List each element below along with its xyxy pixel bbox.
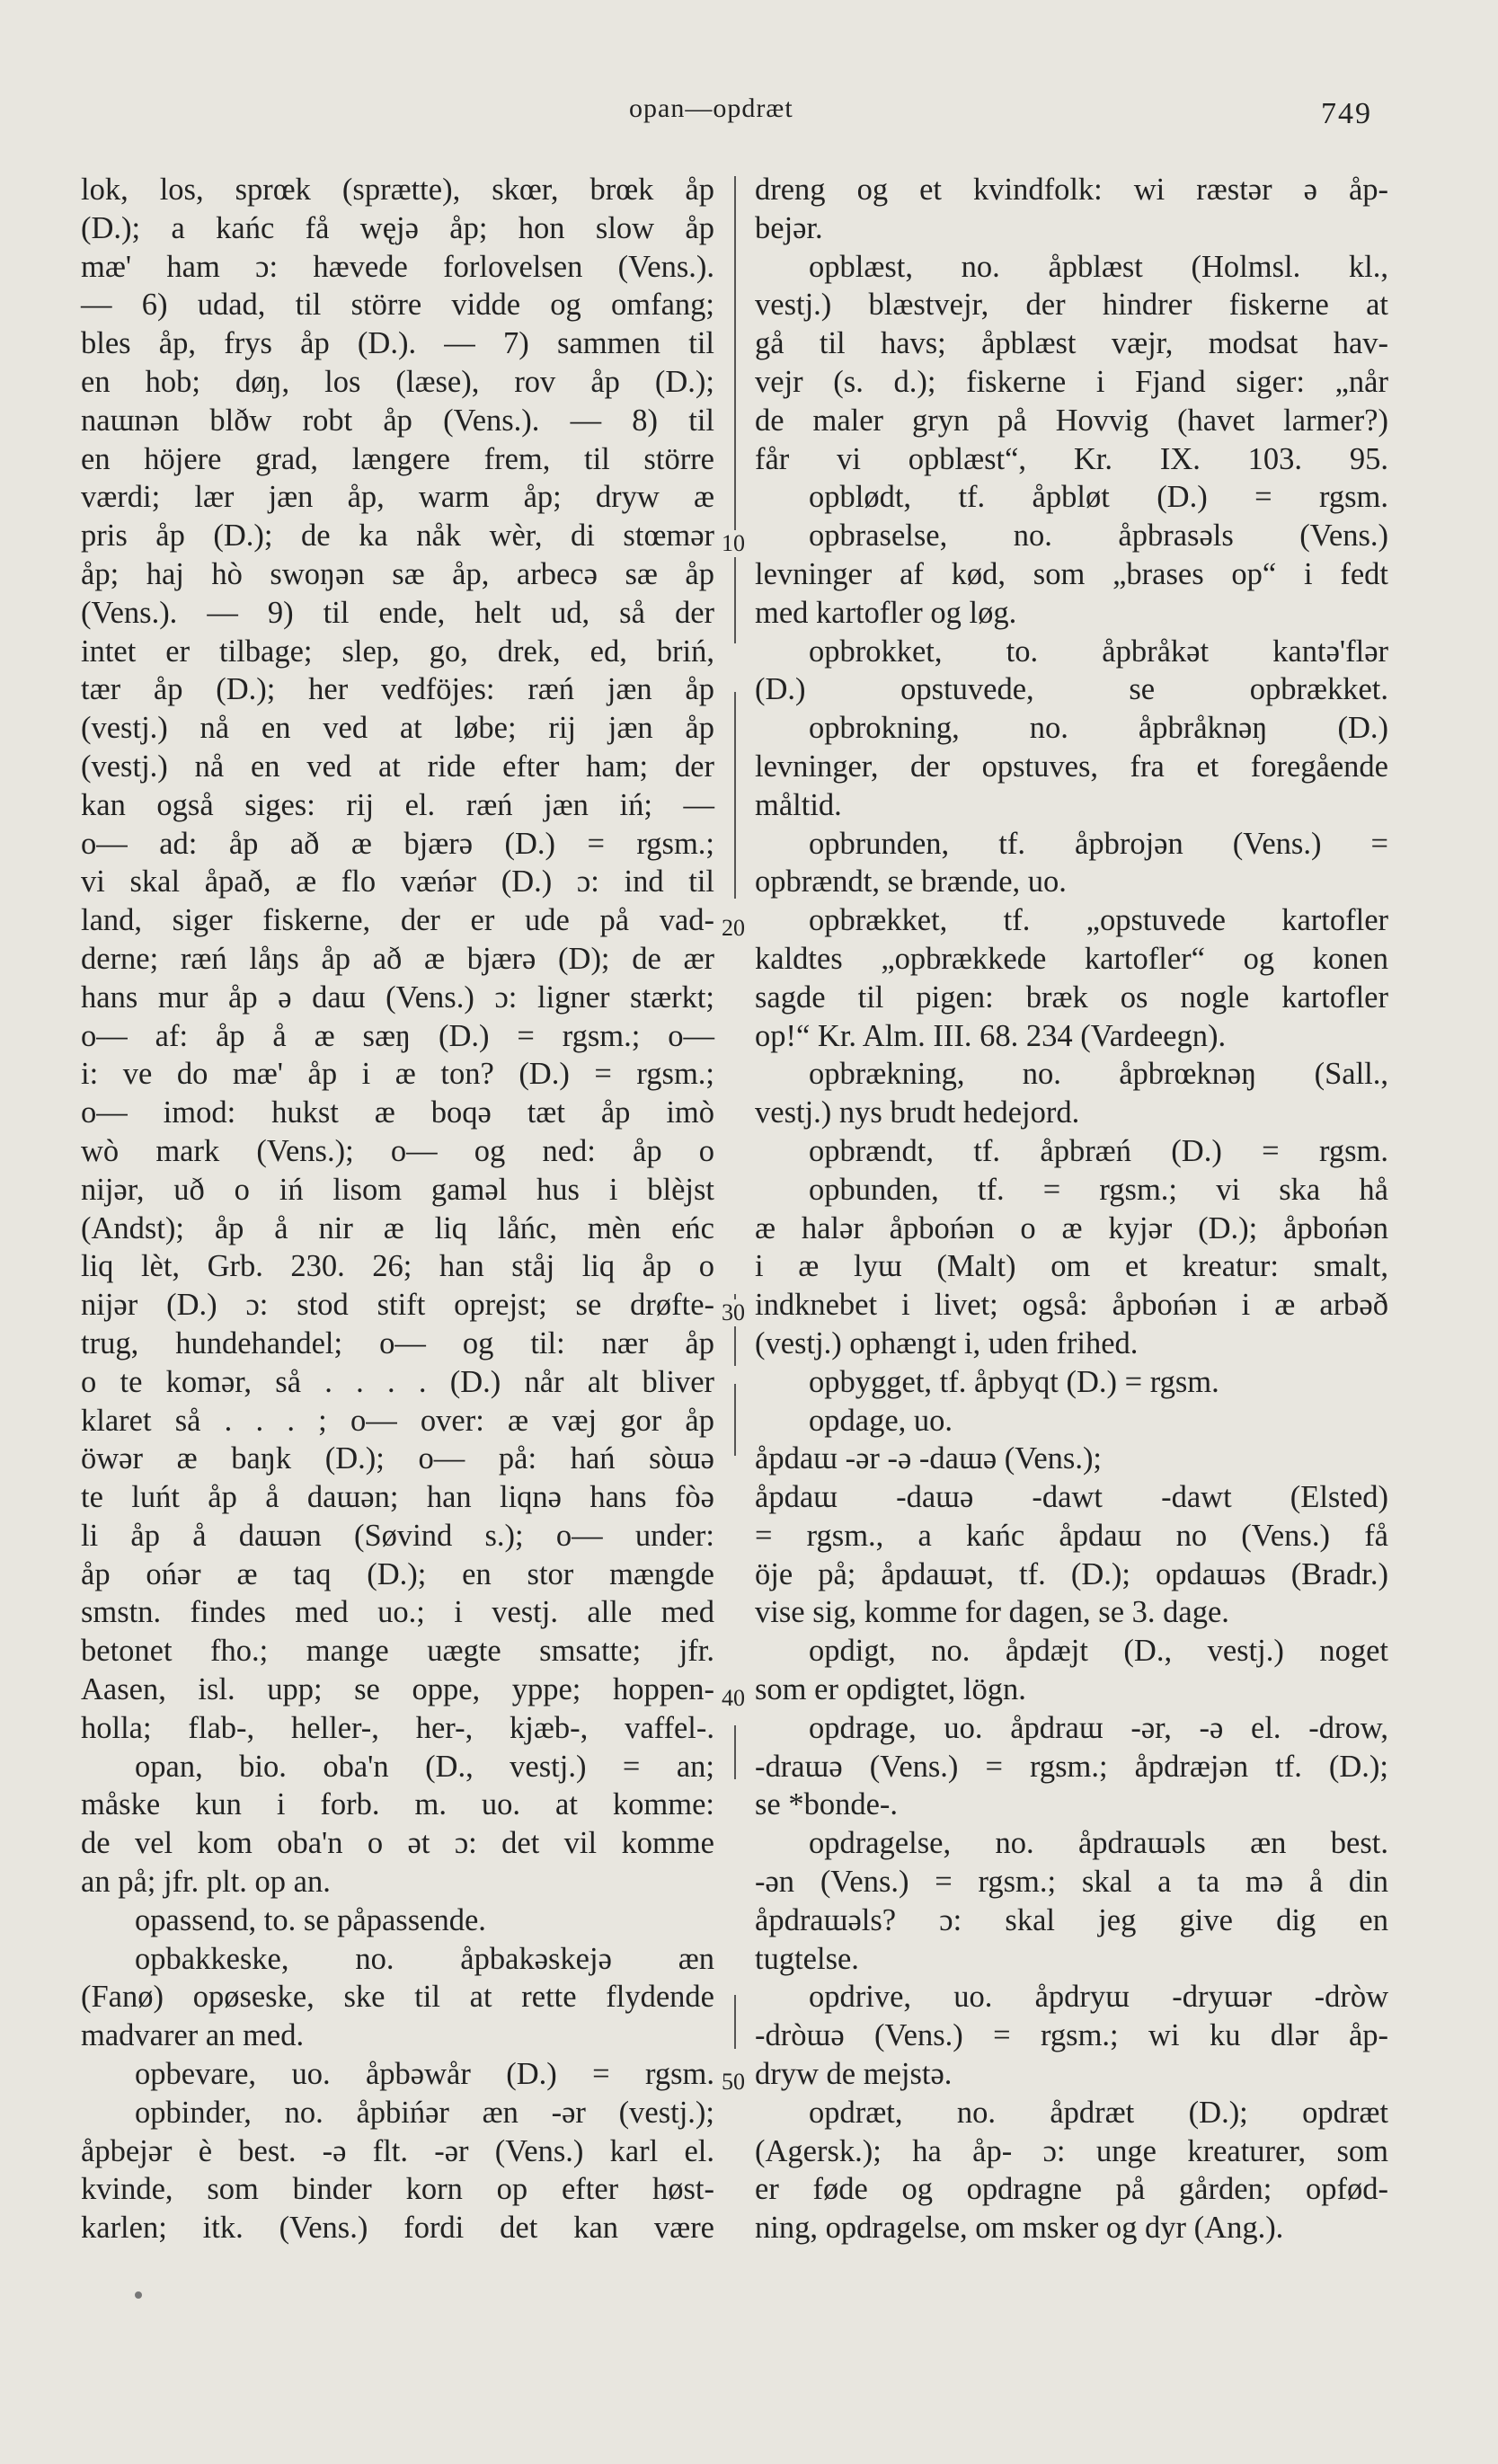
text-line: nijər (D.) ɔ: stod stift oprejst; se drøfte- [81, 1288, 714, 1323]
text-line: værdi; lær jæn åp, warm åp; dryw æ [81, 480, 714, 515]
text-line: op!“ Kr. Alm. III. 68. 234 (Vardeegn). [755, 1018, 1227, 1053]
text-line: -dròɯə (Vens.) = rgsm.; wi ku dlər åp- [755, 2018, 1388, 2053]
text-line: opbinder, no. åpbińər æn -ər (vestj.); [135, 2095, 714, 2130]
right-column [755, 171, 1388, 2247]
text-line: nijər, uð o iń lisom gaməl hus i blèjst [81, 1172, 714, 1207]
text-line: opbrændt, se brænde, uo. [755, 864, 1067, 900]
text-line: (Fanø) opøseske, ske til at rette flydende [81, 1980, 714, 2015]
text-line: madvarer an med. [81, 2018, 305, 2053]
text-line: opbraselse, no. åpbrasəls (Vens.) [809, 519, 1388, 554]
text-line: opbrækket, tf. „opstuvede kartofler [809, 903, 1388, 938]
text-line: med kartofler og løg. [755, 595, 1017, 630]
text-line: opdræt, no. åpdræt (D.); opdræt [809, 2095, 1388, 2130]
text-line: åp ońər æ taq (D.); en stor mængde [81, 1556, 714, 1591]
text-line: tær åp (D.); her vedföjes: ræń jæn åp [81, 672, 714, 707]
text-line: li åp å daɯən (Søvind s.); o— under: [81, 1518, 714, 1553]
text-line: sagde til pigen: bræk os nogle kartofler [755, 979, 1388, 1015]
text-line: opbygget, tf. åpbyqt (D.) = rgsm. [809, 1364, 1219, 1399]
line-number: 40 [719, 1685, 748, 1712]
text-line: (vestj.) nå en ved at løbe; rij jæn åp [81, 711, 714, 746]
ink-smudge [135, 2291, 142, 2299]
text-line: opdragelse, no. åpdraɯəls æn best. [809, 1826, 1388, 1861]
text-line: = rgsm., a kańc åpdaɯ no (Vens.) få [755, 1518, 1388, 1553]
text-line: öje på; åpdaɯət, tf. (D.); opdaɯəs (Bradr.) [755, 1556, 1388, 1591]
column-divider [734, 1384, 736, 1456]
text-line: kan også siges: rij el. ræń jæn iń; — [81, 787, 714, 822]
text-line: te luńt åp å daɯən; han liqnə hans fòə [81, 1480, 714, 1515]
line-number: 50 [719, 2069, 748, 2096]
text-line: mæ' ham ɔ: hævede forlovelsen (Vens.). [81, 249, 714, 284]
text-line: vestj.) nys brudt hedejord. [755, 1095, 1080, 1130]
text-line: liq lèt, Grb. 230. 26; han ståj liq åp o [81, 1249, 714, 1284]
text-line: tugtelse. [755, 1941, 859, 1976]
text-line: gå til havs; åpblæst væjr, modsat hav- [755, 326, 1388, 361]
text-line: de vel kom oba'n o ət ɔ: det vil komme [81, 1826, 714, 1861]
text-line: (D.) opstuvede, se opbrækket. [755, 672, 1388, 707]
text-line: opbrækning, no. åpbrœknəŋ (Sall., [809, 1057, 1388, 1092]
text-line: vise sig, komme for dagen, se 3. dage. [755, 1595, 1229, 1630]
text-line: opblæst, no. åpblæst (Holmsl. kl., [809, 249, 1388, 284]
text-line: an på; jfr. plt. op an. [81, 1865, 331, 1900]
text-line: levninger af kød, som „brases op“ i fedt [755, 556, 1388, 591]
text-line: opbrokket, to. åpbråkət kantə'flər [809, 634, 1388, 669]
text-line: (Andst); åp å nir æ liq låńc, mèn eńc [81, 1210, 714, 1245]
text-line: o— ad: åp að æ bjærə (D.) = rgsm.; [81, 826, 714, 861]
line-number: 20 [719, 915, 748, 942]
text-line: opbunden, tf. = rgsm.; vi ska hå [809, 1172, 1388, 1207]
text-line: kaldtes „opbrækkede kartofler“ og konen [755, 941, 1388, 976]
text-line: måske kun i forb. m. uo. at komme: [81, 1787, 714, 1822]
text-line: wò mark (Vens.); o— og ned: åp o [81, 1133, 714, 1168]
text-line: öwər æ baŋk (D.); o— på: hań sòɯə [81, 1441, 714, 1476]
line-number: 10 [719, 530, 748, 557]
text-line: (Vens.). — 9) til ende, helt ud, så der [81, 595, 714, 630]
text-line: åp; haj hò swoŋən sæ åp, arbecə sæ åp [81, 556, 714, 591]
text-line: hans mur åp ə daɯ (Vens.) ɔ: ligner stærkt; [81, 979, 714, 1015]
text-line: — 6) udad, til större vidde og omfang; [81, 288, 714, 323]
text-line: åpbejər è best. -ə flt. -ər (Vens.) karl el. [81, 2133, 714, 2168]
text-line: levninger, der opstuves, fra et foregående [755, 749, 1388, 784]
text-line: (vestj.) nå en ved at ride efter ham; der [81, 749, 714, 784]
column-divider [734, 692, 736, 899]
left-column [81, 171, 714, 2247]
text-line: derne; ræń låŋs åp að æ bjærə (D); de ær [81, 941, 714, 976]
text-line: opdage, uo. [809, 1403, 953, 1438]
text-line: opbrokning, no. åpbråknəŋ (D.) [809, 711, 1388, 746]
text-line: Aasen, isl. upp; se oppe, yppe; hoppen- [81, 1672, 714, 1707]
text-line: opassend, to. se påpassende. [135, 1902, 486, 1937]
text-line: opblødt, tf. åpbløt (D.) = rgsm. [809, 480, 1388, 515]
column-divider [734, 1995, 736, 2049]
text-line: opbakkeske, no. åpbakəskejə æn [135, 1941, 714, 1976]
text-line: ning, opdragelse, om msker og dyr (Ang.). [755, 2211, 1284, 2246]
text-line: klaret så . . . ; o— over: æ væj gor åp [81, 1403, 714, 1438]
text-line: opbevare, uo. åpbəwår (D.) = rgsm. [135, 2057, 714, 2092]
text-line: intet er tilbage; slep, go, drek, ed, briń, [81, 634, 714, 669]
text-line: betonet fho.; mange uægte smsatte; jfr. [81, 1634, 714, 1669]
text-line: pris åp (D.); de ka nåk wèr, di stœmər [81, 519, 714, 554]
text-line: en hob; døŋ, los (læse), rov åp (D.); [81, 364, 714, 399]
text-line: trug, hundehandel; o— og til: nær åp [81, 1325, 714, 1361]
text-line: o— af: åp å æ sæŋ (D.) = rgsm.; o— [81, 1018, 714, 1053]
text-line: opbrændt, tf. åpbræń (D.) = rgsm. [809, 1133, 1388, 1168]
text-line: vi skal åpað, æ flo væńər (D.) ɔ: ind til [81, 864, 714, 900]
text-line: (vestj.) ophængt i, uden frihed. [755, 1325, 1139, 1361]
text-line: -ən (Vens.) = rgsm.; skal a ta mə å din [755, 1865, 1388, 1900]
text-line: opan, bio. oba'n (D., vestj.) = an; [135, 1749, 714, 1784]
text-line: opdigt, no. åpdæjt (D., vestj.) noget [809, 1634, 1388, 1669]
text-line: åpdaɯ -daɯə -dawt -dawt (Elsted) [755, 1480, 1388, 1515]
text-line: (Agersk.); ha åp- ɔ: unge kreaturer, som [755, 2133, 1388, 2168]
text-line: land, siger fiskerne, der er ude på vad- [81, 903, 714, 938]
text-line: som er opdigtet, lögn. [755, 1672, 1026, 1707]
text-line: de maler gryn på Hovvig (havet larmer?) [755, 403, 1388, 438]
text-line: o— imod: hukst æ boqə tæt åp imò [81, 1095, 714, 1130]
text-line: kvinde, som binder korn op efter høst- [81, 2172, 714, 2207]
text-line: æ halər åpbońən o æ kyjər (D.); åpbońən [755, 1210, 1388, 1245]
text-line: opbrunden, tf. åpbrojən (Vens.) = [809, 826, 1388, 861]
text-line: opdrive, uo. åpdryɯ -dryɯər -dròw [809, 1980, 1388, 2015]
text-line: (D.); a kańc få węjə åp; hon slow åp [81, 210, 714, 245]
text-line: i æ lyɯ (Malt) om et kreatur: smalt, [755, 1249, 1388, 1284]
text-line: måltid. [755, 787, 842, 822]
text-line: holla; flab-, heller-, her-, kjæb-, vaffel-. [81, 1710, 714, 1745]
text-line: får vi opblæst“, Kr. IX. 103. 95. [755, 441, 1388, 476]
text-line: opdrage, uo. åpdraɯ -ər, -ə el. -drow, [809, 1710, 1388, 1745]
text-line: bles åp, frys åp (D.). — 7) sammen til [81, 326, 714, 361]
text-line: bejər. [755, 210, 823, 245]
page-header [0, 93, 1498, 138]
text-line: -draɯə (Vens.) = rgsm.; åpdræjən tf. (D.); [755, 1749, 1388, 1784]
text-line: indknebet i livet; også: åpbońən i æ arbəð [755, 1288, 1388, 1323]
text-line: åpdaɯ -ər -ə -daɯə (Vens.); [755, 1441, 1103, 1476]
text-line: er føde og opdragne på gården; opfød- [755, 2172, 1388, 2207]
text-line: vejr (s. d.); fiskerne i Fjand siger: „når [755, 364, 1388, 399]
text-line: o te komər, så . . . . (D.) når alt bliver [81, 1364, 714, 1399]
text-line: naɯnən blðw robt åp (Vens.). — 8) til [81, 403, 714, 438]
text-line: smstn. findes med uo.; i vestj. alle med [81, 1595, 714, 1630]
running-head: opan—opdræt [629, 93, 793, 123]
page-number: 749 [1321, 97, 1372, 130]
text-line: lok, los, sprœk (sprætte), skœr, brœk åp [81, 173, 714, 207]
column-divider [734, 176, 736, 643]
text-line: karlen; itk. (Vens.) fordi det kan være [81, 2211, 714, 2246]
text-line: se *bonde-. [755, 1787, 899, 1822]
column-divider [734, 1725, 736, 1779]
text-line: vestj.) blæstvejr, der hindrer fiskerne at [755, 288, 1388, 323]
text-line: en höjere grad, længere frem, til större [81, 441, 714, 476]
text-line: åpdraɯəls? ɔ: skal jeg give dig en [755, 1902, 1388, 1937]
text-line: dreng og et kvindfolk: wi ræstər ə åp- [755, 173, 1388, 207]
text-line: i: ve do mæ' åp i æ ton? (D.) = rgsm.; [81, 1057, 714, 1092]
line-number: 30 [719, 1299, 748, 1326]
text-line: dryw de mejstə. [755, 2057, 953, 2092]
